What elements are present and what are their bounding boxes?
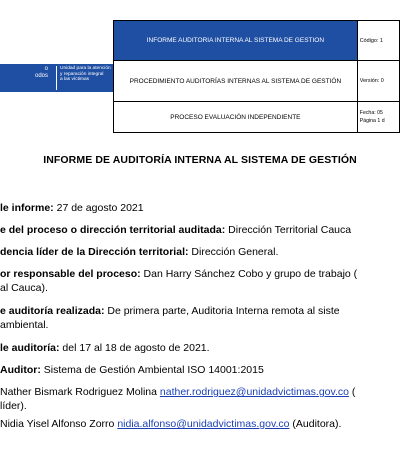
header-procedimiento: PROCEDIMIENTO AUDITORÍAS INTERNAS AL SISTEMA DE GESTIÓN	[114, 61, 358, 102]
dependencia-line	[0, 246, 278, 259]
logo-gov-line1: o	[44, 66, 48, 72]
proceso-label: e del proceso o dirección territorial auditada:	[0, 224, 226, 236]
lider-line	[0, 268, 357, 281]
auditor1-cont: líder).	[0, 400, 27, 412]
auditor1-line	[0, 386, 355, 399]
header-version: Versión: 0	[357, 61, 399, 102]
proceso-line	[0, 224, 351, 237]
lider-value: Dan Harry Sánchez Cobo y grupo de trabajo (	[140, 268, 358, 280]
document-title: INFORME DE AUDITORÍA INTERNA AL SISTEMA DE GESTIÓN	[43, 154, 357, 166]
logo-divider	[56, 66, 57, 90]
header-fecha-pagina	[357, 102, 399, 133]
auditor1-tail: (	[348, 386, 356, 398]
document-header-table	[113, 20, 400, 133]
tipo-auditoria-cont: ambiental.	[0, 319, 49, 331]
logo-block	[0, 44, 114, 94]
lider-cont-line: al Cauca).	[0, 282, 48, 294]
dependencia-value: Dirección General.	[188, 246, 279, 258]
fechas-auditoria-label: le auditoría:	[0, 342, 60, 354]
fecha-informe-label: le informe:	[0, 202, 54, 214]
header-codigo: Código: 1	[357, 21, 399, 61]
dependencia-label: dencia líder de la Dirección territorial:	[0, 246, 189, 258]
logo-gov-line2: odos	[34, 73, 48, 79]
auditor2-email-link[interactable]: nidia.alfonso@unidadvictimas.gov.co	[117, 418, 290, 430]
fechas-auditoria-line	[0, 342, 210, 355]
tipo-auditoria-label: e auditoría realizada:	[0, 305, 105, 317]
header-fecha: Fecha: 05	[359, 110, 383, 116]
fecha-informe-value: 27 de agosto 2021	[53, 202, 144, 214]
header-proceso: PROCESO EVALUACIÓN INDEPENDIENTE	[114, 102, 358, 133]
norma-line	[0, 364, 264, 377]
auditor1-name: Nather Bismark Rodriguez Molina	[0, 386, 160, 398]
tipo-auditoria-value: De primera parte, Auditoria Interna remota al siste	[104, 305, 340, 317]
norma-label: Auditor:	[0, 364, 41, 376]
auditor1-email-link[interactable]: nather.rodriguez@unidadvictimas.gov.co	[159, 386, 349, 398]
lider-label: or responsable del proceso:	[0, 268, 141, 280]
logo-unidad-text: Unidad para la atención y reparación integral a las víctimas	[60, 66, 111, 83]
logo-gov-text	[0, 66, 52, 80]
auditor2-line	[0, 418, 341, 431]
header-pagina: Página 1 d	[359, 118, 385, 124]
fecha-informe-line	[0, 202, 144, 215]
norma-value: Sistema de Gestión Ambiental ISO 14001:2015	[40, 364, 264, 376]
fechas-auditoria-value: del 17 al 18 de agosto de 2021.	[59, 342, 210, 354]
auditor2-name: Nidia Yisel Alfonso Zorro	[0, 418, 118, 430]
tipo-auditoria-line	[0, 305, 340, 318]
proceso-value: Dirección Territorial Cauca	[225, 224, 352, 236]
auditor2-tail: (Auditora).	[289, 418, 342, 430]
header-title: INFORME AUDITORIA INTERNA AL SISTEMA DE GESTION	[114, 21, 358, 61]
